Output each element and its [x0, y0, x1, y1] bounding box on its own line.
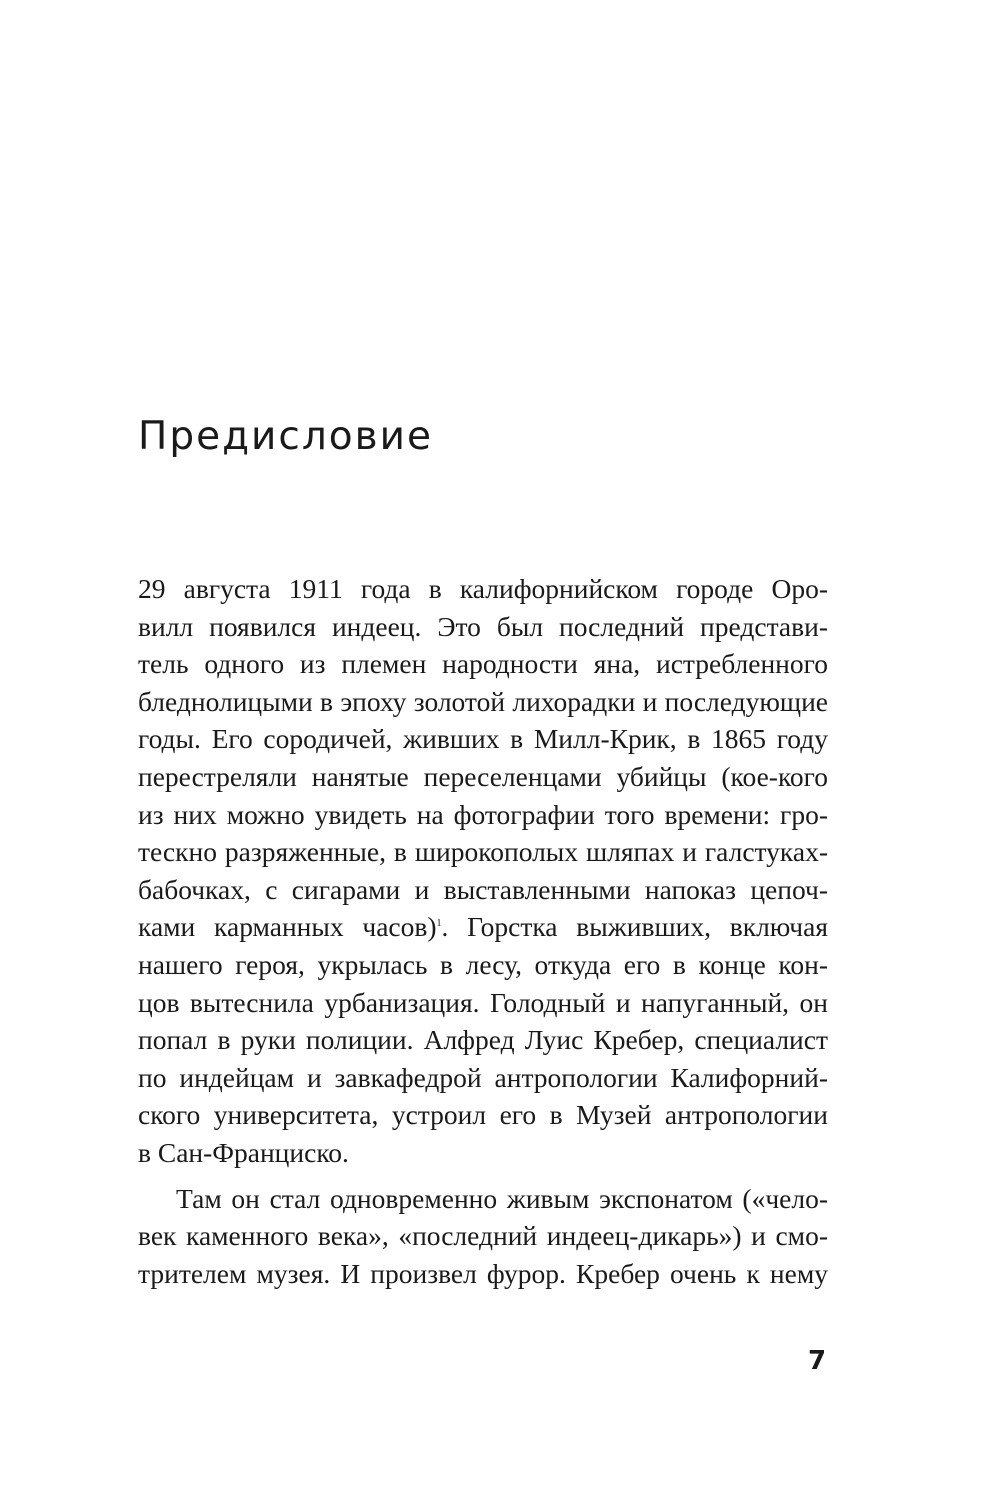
text-line: бабочках, с сигарами и выставленными напоказ цепоч-	[138, 873, 828, 905]
text-line: тескно разряженные, в широкополых шляпах и галстуках-	[138, 836, 828, 868]
page-title: Предисловие	[138, 414, 433, 459]
text-line: по индейцам и завкафедрой антропологии Калифорний-	[138, 1061, 828, 1093]
text-line: Там он стал одновременно живым экспонатом («чело-	[176, 1182, 828, 1214]
text-line: тель одного из племен народности яна, истребленного	[138, 648, 828, 680]
paragraph-spacing	[138, 1172, 828, 1180]
text-line: в Сан-Франциско.	[138, 1136, 349, 1168]
text-line: век каменного века», «последний индеец-дикарь») и смо-	[138, 1220, 828, 1252]
footnote-reference[interactable]: 1	[436, 918, 442, 930]
text-line: бледнолицыми в эпоху золотой лихорадки и последующие	[138, 685, 828, 717]
text-segment: ками карманных часов)	[138, 911, 437, 943]
text-line: перестреляли нанятые переселенцами убийцы (кое-кого	[138, 760, 828, 792]
text-line: ского университета, устроил его в Музей антропологии	[138, 1099, 828, 1131]
text-line: нашего героя, укрылась в лесу, откуда его в конце кон-	[138, 948, 828, 980]
page-number: 7	[808, 1346, 827, 1376]
text-segment: . Горстка выживших, включая	[441, 911, 828, 943]
text-line: попал в руки полиции. Алфред Луис Кребер, специалист	[138, 1024, 828, 1056]
text-line: годы. Его сородичей, живших в Милл-Крик, в 1865 году	[138, 723, 828, 755]
text-line: 29 августа 1911 года в калифорнийском городе Оро-	[138, 573, 828, 604]
paragraph	[138, 570, 828, 1172]
paragraph	[138, 1180, 828, 1293]
body-text	[138, 570, 828, 1292]
text-line-with-footnote	[138, 908, 828, 946]
text-line: цов вытеснила урбанизация. Голодный и напуганный, он	[138, 986, 828, 1018]
text-line: из них можно увидеть на фотографии того времени: гро-	[138, 798, 828, 830]
text-line: трителем музея. И произвел фурор. Кребер очень к нему	[138, 1257, 828, 1289]
text-line: вилл появился индеец. Это был последний представи-	[138, 610, 828, 642]
